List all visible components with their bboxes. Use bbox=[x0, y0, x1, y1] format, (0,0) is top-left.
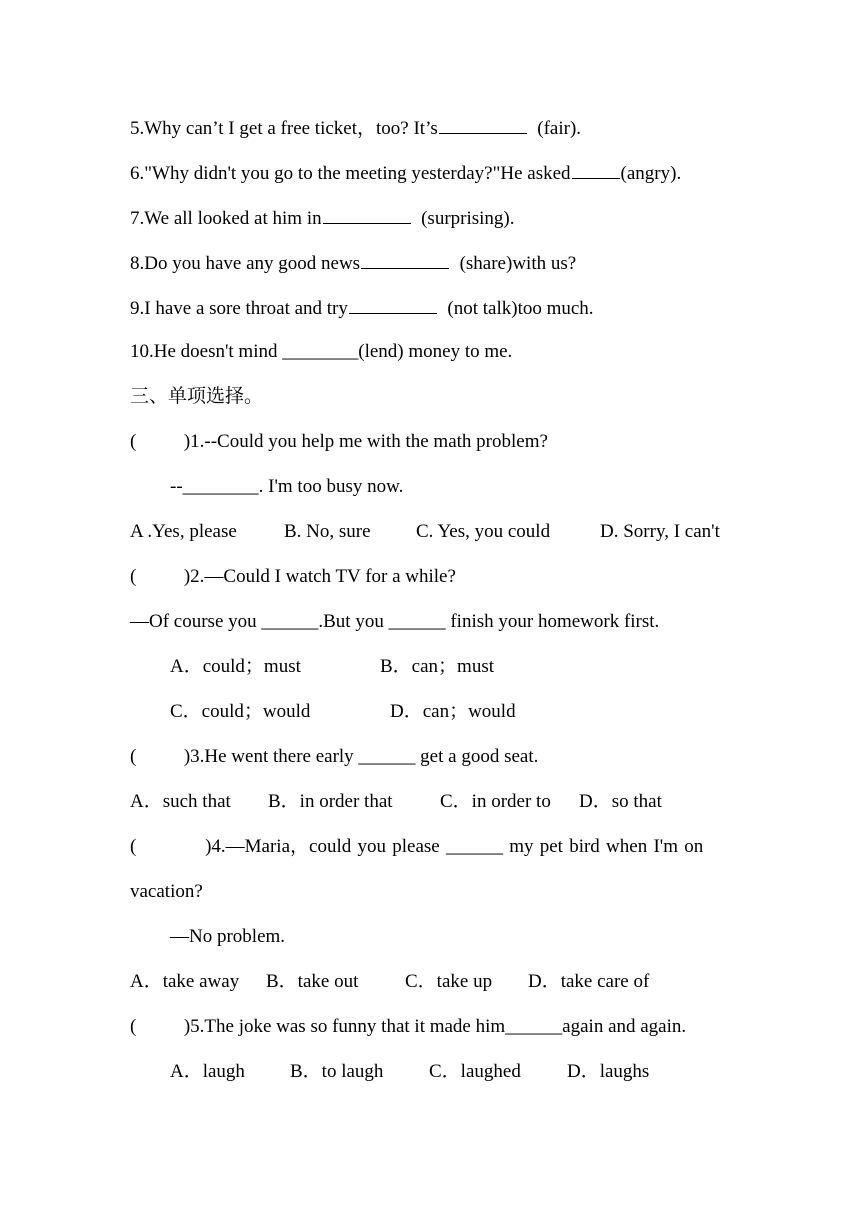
answer-blank bbox=[572, 159, 620, 179]
item-text: 5.Why can’t I get a free ticket，too? It’s bbox=[130, 118, 438, 139]
question-5-stem: ( )5.The joke was so funny that it made him______again and again. bbox=[130, 1016, 687, 1037]
item-hint: (not talk)too much. bbox=[437, 298, 594, 319]
option-b: B．take out bbox=[266, 971, 359, 992]
option-c: C．in order to bbox=[440, 791, 551, 812]
option-c: C．laughed bbox=[429, 1061, 521, 1082]
question-5-options bbox=[170, 1059, 690, 1085]
option-d: D．laughs bbox=[567, 1061, 650, 1082]
answer-blank bbox=[349, 294, 437, 314]
item-text: 8.Do you have any good news bbox=[130, 253, 361, 274]
fill-item-7 bbox=[130, 204, 515, 230]
fill-item-8 bbox=[130, 249, 576, 275]
option-c: C．could；would bbox=[170, 701, 311, 722]
question-4-options bbox=[130, 969, 690, 995]
section-title: 三、单项选择。 bbox=[130, 386, 264, 407]
option-a: A．take away bbox=[130, 971, 240, 992]
question-1-sub: --________. I'm too busy now. bbox=[170, 476, 404, 497]
answer-blank bbox=[439, 114, 527, 134]
option-b: B．can；must bbox=[380, 656, 494, 677]
answer-blank bbox=[361, 249, 449, 269]
item-text: 7.We all looked at him in bbox=[130, 208, 322, 229]
option-a: A．laugh bbox=[170, 1061, 245, 1082]
question-4-stem-cont: vacation? bbox=[130, 881, 203, 902]
option-d: D．can；would bbox=[390, 701, 516, 722]
item-hint: (share)with us? bbox=[450, 253, 577, 274]
question-1-stem: ( )1.--Could you help me with the math problem? bbox=[130, 431, 548, 452]
question-4-stem: ( )4.—Maria，could you please ______ my pet bird when I'm on bbox=[130, 836, 704, 857]
fill-item-9 bbox=[130, 294, 594, 320]
option-d: D．take care of bbox=[528, 971, 650, 992]
item-hint: (surprising). bbox=[411, 208, 515, 229]
option-a: A．such that bbox=[130, 791, 231, 812]
option-b: B. No, sure bbox=[284, 521, 371, 542]
question-3-options bbox=[130, 789, 690, 815]
fill-item-6 bbox=[130, 159, 681, 185]
item-text: 9.I have a sore throat and try bbox=[130, 298, 348, 319]
option-c: C. Yes, you could bbox=[416, 521, 551, 542]
option-b: B．to laugh bbox=[290, 1061, 384, 1082]
option-d: D. Sorry, I can't bbox=[600, 521, 720, 542]
fill-item-10: 10.He doesn't mind ________(lend) money to me. bbox=[130, 341, 513, 362]
question-2-options-row1 bbox=[170, 654, 570, 680]
fill-item-5 bbox=[130, 114, 581, 140]
item-text: 6."Why didn't you go to the meeting yesterday?"He asked bbox=[130, 163, 571, 184]
option-a: A .Yes, please bbox=[130, 521, 237, 542]
question-2-options-row2 bbox=[170, 699, 570, 725]
option-d: D．so that bbox=[579, 791, 662, 812]
item-hint: (fair). bbox=[527, 118, 582, 139]
question-3-stem: ( )3.He went there early ______ get a good seat. bbox=[130, 746, 539, 767]
option-a: A．could；must bbox=[170, 656, 301, 677]
answer-blank bbox=[323, 204, 411, 224]
item-hint: (angry). bbox=[620, 163, 682, 184]
question-1-options bbox=[130, 519, 750, 545]
option-b: B．in order that bbox=[268, 791, 393, 812]
question-2-stem: ( )2.—Could I watch TV for a while? bbox=[130, 566, 456, 587]
question-2-sub: —Of course you ______.But you ______ finish your homework first. bbox=[130, 611, 660, 632]
question-4-sub: —No problem. bbox=[170, 926, 286, 947]
option-c: C．take up bbox=[405, 971, 493, 992]
